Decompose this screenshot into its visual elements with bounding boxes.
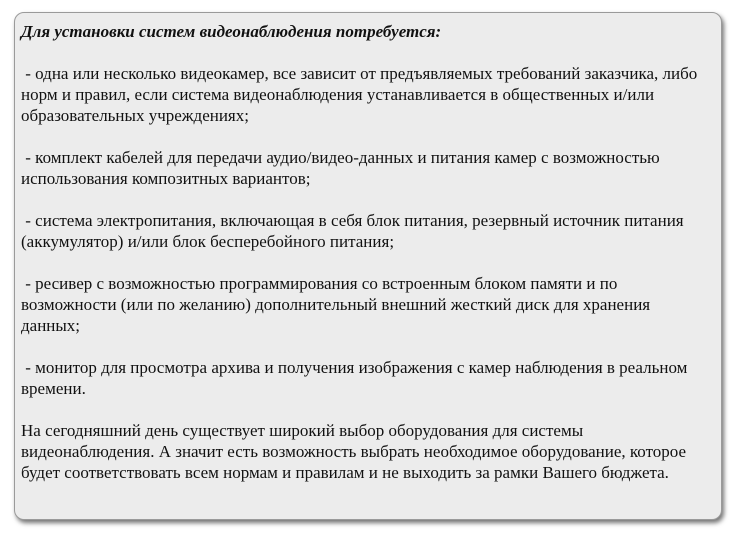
item-dash: - xyxy=(21,274,36,293)
list-item-text: одна или несколько видеокамер, все зависит от предъявляемых требований заказчика, либо норм и правил, если система видеонаблюдения устанавливается в общественных и/или образовательных учреждениях; xyxy=(21,64,698,125)
list-item-text: монитор для просмотра архива и получения изображения с камер наблюдения в реальном времени. xyxy=(21,358,688,398)
list-item-text: ресивер с возможностью программирования со встроенным блоком памяти и по возможности (или по желанию) дополнительный внешний жесткий диск для хранения данных; xyxy=(21,274,651,335)
list-item xyxy=(21,63,711,126)
closing-paragraph: На сегодняшний день существует широкий выбор оборудования для системы видеонаблюдения. А значит есть возможность выбрать необходимое оборудование, которое будет соответствовать всем нормам и правилам и не выходить за рамки Вашего бюджета. xyxy=(21,421,687,482)
panel-heading: Для установки систем видеонаблюдения потребуется: xyxy=(21,22,442,41)
item-dash: - xyxy=(21,148,36,167)
item-dash: - xyxy=(21,358,36,377)
equipment-info-panel xyxy=(14,12,722,520)
list-item xyxy=(21,147,711,189)
list-item xyxy=(21,210,711,252)
list-item xyxy=(21,357,711,399)
item-dash: - xyxy=(21,64,36,83)
list-item-text: комплект кабелей для передачи аудио/видео-данных и питания камер с возможностью использования композитных вариантов; xyxy=(21,148,660,188)
item-dash: - xyxy=(21,211,36,230)
list-item-text: система электропитания, включающая в себя блок питания, резервный источник питания (аккумулятор) и/или блок бесперебойного питания; xyxy=(21,211,684,251)
list-item xyxy=(21,273,711,336)
